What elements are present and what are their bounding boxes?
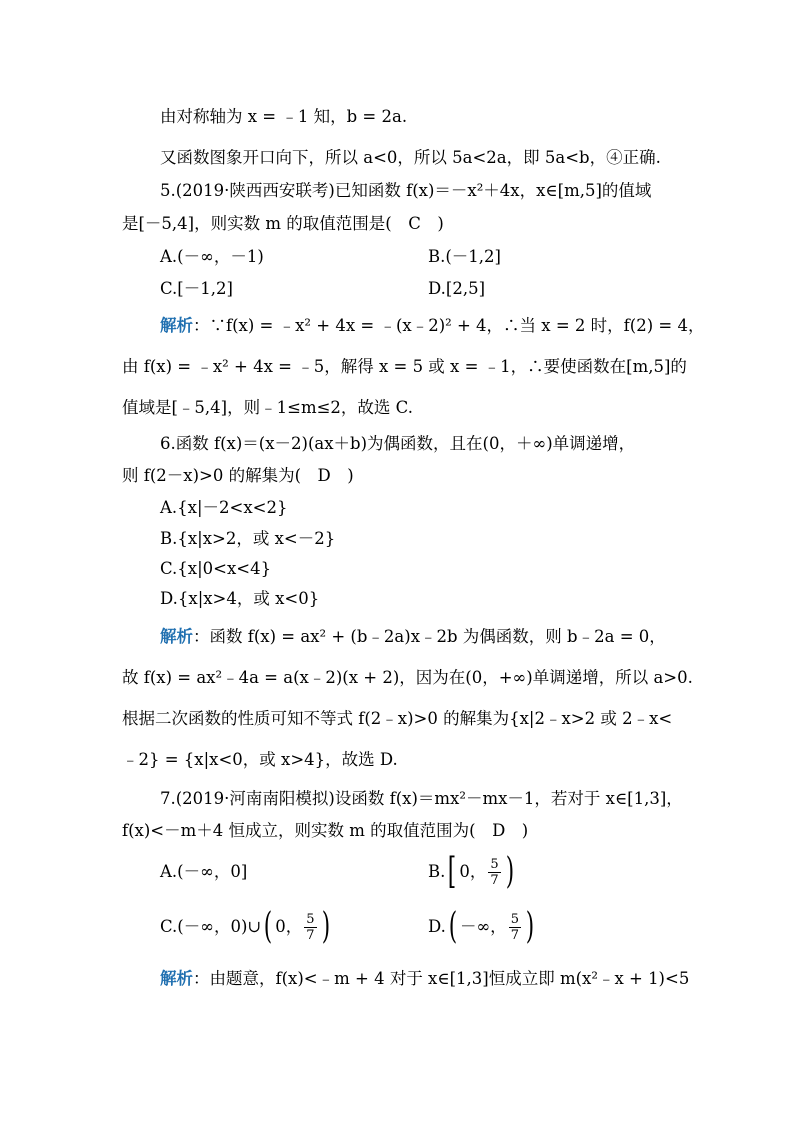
option-c: C.(－∞，0)∪ ( 0， $\frac{5}{7}$ )	[160, 906, 330, 947]
option-b: B. [ 0， $\frac{5}{7}$ )	[428, 851, 514, 892]
paren-open: (	[448, 906, 458, 947]
option-c: C.{x|0<x<4}	[160, 559, 272, 578]
solution-6-line-2: 故 f(x) = ax²﹣4a = a(x﹣2)(x + 2)，因为在(0，+∞)单调递增，所以 a>0.	[122, 668, 693, 687]
bracket-open: [	[448, 851, 457, 892]
paren-open: (	[264, 906, 273, 947]
text-line: 由对称轴为 x = ﹣1 知，b = 2a.	[160, 107, 408, 126]
option-a: A.{x|－2<x<2}	[160, 498, 288, 517]
option-d: D.[2,5]	[428, 279, 486, 298]
option-a: A.(－∞，0]	[160, 862, 248, 881]
solution-label: 解析	[160, 627, 193, 646]
solution-label: 解析	[160, 316, 193, 335]
solution-6-line-4: ﹣2} = {x|x<0，或 x>4}，故选 D.	[122, 750, 398, 769]
question-7-line-2: f(x)<－m＋4 恒成立，则实数 m 的取值范围为( D )	[122, 821, 529, 840]
solution-7-line-1: 解析：由题意，f(x)<﹣m + 4 对于 x∈[1,3]恒成立即 m(x²﹣x + 1)<5	[160, 969, 690, 988]
paren-close: )	[321, 906, 330, 947]
fraction: $\frac{5}{7}$	[510, 911, 519, 943]
option-d: D.{x|x>4，或 x<0}	[160, 589, 320, 608]
option-d: D. ( －∞， $\frac{5}{7}$ )	[428, 906, 535, 947]
question-5-line-1: 5.(2019·陕西西安联考)已知函数 f(x)＝－x²＋4x，x∈[m,5]的值域	[160, 181, 652, 200]
fraction: $\frac{5}{7}$	[490, 856, 499, 888]
fraction: $\frac{5}{7}$	[306, 911, 315, 943]
solution-5-line-3: 值域是[﹣5,4]，则﹣1≤m≤2，故选 C.	[122, 398, 413, 417]
question-6-line-2: 则 f(2－x)>0 的解集为( D )	[122, 466, 354, 485]
solution-5-line-1: 解析：∵f(x) = ﹣x² + 4x = ﹣(x﹣2)² + 4，∴当 x = 2 时，f(2) = 4，	[160, 316, 705, 335]
question-7-line-1: 7.(2019·河南南阳模拟)设函数 f(x)＝mx²－mx－1，若对于 x∈[1,3]，	[160, 789, 683, 808]
option-c: C.[－1,2]	[160, 279, 233, 298]
question-6-line-1: 6.函数 f(x)＝(x－2)(ax＋b)为偶函数，且在(0，＋∞)单调递增，	[160, 434, 636, 453]
text-line: 又函数图象开口向下，所以 a<0，所以 5a<2a，即 5a<b，④正确.	[160, 148, 661, 167]
option-a: A.(－∞，－1)	[160, 247, 264, 266]
question-5-line-2: 是[－5,4]，则实数 m 的取值范围是( C )	[122, 214, 444, 233]
option-b: B.{x|x>2，或 x<－2}	[160, 529, 336, 548]
solution-label: 解析	[160, 969, 193, 988]
paren-close: )	[505, 851, 514, 892]
solution-6-line-1: 解析：函数 f(x) = ax² + (b﹣2a)x﹣2b 为偶函数，则 b﹣2a = 0，	[160, 627, 666, 646]
solution-6-line-3: 根据二次函数的性质可知不等式 f(2﹣x)>0 的解集为{x|2﹣x>2 或 2﹣x<	[122, 709, 673, 728]
paren-close: )	[525, 906, 535, 947]
option-b: B.(－1,2]	[428, 247, 501, 266]
solution-5-line-2: 由 f(x) = ﹣x² + 4x = ﹣5，解得 x = 5 或 x = ﹣1，∴要使函数在[m,5]的	[122, 357, 687, 376]
